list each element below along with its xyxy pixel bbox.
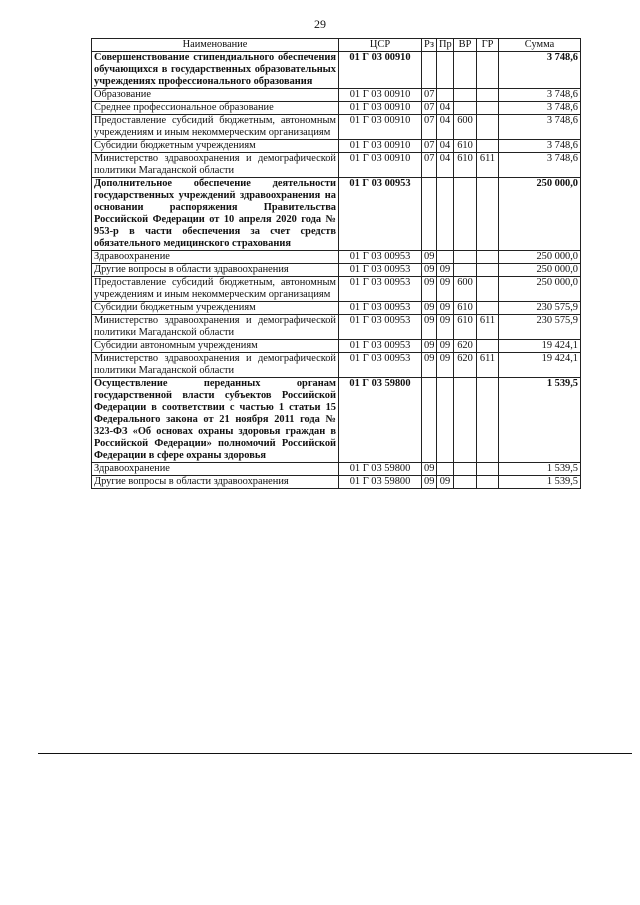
cell-sum: 230 575,9: [499, 302, 581, 315]
cell-vr: [454, 52, 477, 89]
cell-name: Другие вопросы в области здравоохранения: [92, 264, 339, 277]
cell-sum: 230 575,9: [499, 315, 581, 340]
cell-csr: 01 Г 03 00953: [339, 277, 422, 302]
cell-sum: 1 539,5: [499, 378, 581, 463]
cell-rz: 07: [422, 115, 437, 140]
cell-name: Министерство здравоохранения и демографической политики Магаданской области: [92, 153, 339, 178]
cell-name: Другие вопросы в области здравоохранения: [92, 476, 339, 489]
cell-pr: [437, 178, 454, 251]
header-csr: ЦСР: [339, 39, 422, 52]
cell-csr: 01 Г 03 00953: [339, 251, 422, 264]
cell-gr: [477, 140, 499, 153]
cell-csr: 01 Г 03 00953: [339, 264, 422, 277]
cell-sum: 1 539,5: [499, 463, 581, 476]
cell-pr: 09: [437, 353, 454, 378]
cell-name: Здравоохранение: [92, 463, 339, 476]
cell-rz: 09: [422, 264, 437, 277]
cell-rz: 09: [422, 340, 437, 353]
cell-vr: 610: [454, 140, 477, 153]
cell-csr: 01 Г 03 00910: [339, 89, 422, 102]
cell-name: Предоставление субсидий бюджетным, автономным учреждениям и иным некоммерческим организациям: [92, 277, 339, 302]
cell-gr: [477, 340, 499, 353]
table-row: [92, 115, 581, 140]
cell-csr: 01 Г 03 59800: [339, 476, 422, 489]
cell-vr: [454, 89, 477, 102]
cell-gr: [477, 89, 499, 102]
cell-vr: 610: [454, 302, 477, 315]
cell-sum: 3 748,6: [499, 140, 581, 153]
cell-rz: 07: [422, 153, 437, 178]
cell-vr: [454, 378, 477, 463]
cell-csr: 01 Г 03 00953: [339, 353, 422, 378]
cell-vr: [454, 251, 477, 264]
cell-csr: 01 Г 03 00953: [339, 178, 422, 251]
cell-vr: 620: [454, 340, 477, 353]
cell-pr: 09: [437, 340, 454, 353]
table-row: [92, 251, 581, 264]
cell-csr: 01 Г 03 00953: [339, 302, 422, 315]
table-row: [92, 315, 581, 340]
cell-name: Субсидии бюджетным учреждениям: [92, 302, 339, 315]
cell-vr: 610: [454, 315, 477, 340]
cell-rz: 09: [422, 302, 437, 315]
cell-gr: [477, 115, 499, 140]
table-row: [92, 140, 581, 153]
table-row: [92, 277, 581, 302]
cell-rz: 07: [422, 102, 437, 115]
cell-gr: [477, 378, 499, 463]
cell-sum: 3 748,6: [499, 52, 581, 89]
cell-gr: [477, 463, 499, 476]
table-row: [92, 153, 581, 178]
cell-name: Министерство здравоохранения и демографической политики Магаданской области: [92, 315, 339, 340]
cell-sum: 1 539,5: [499, 476, 581, 489]
cell-pr: [437, 89, 454, 102]
cell-pr: 09: [437, 302, 454, 315]
table-row: [92, 89, 581, 102]
header-pr: Пр: [437, 39, 454, 52]
cell-csr: 01 Г 03 00910: [339, 140, 422, 153]
cell-pr: [437, 378, 454, 463]
cell-pr: 09: [437, 315, 454, 340]
header-vr: ВР: [454, 39, 477, 52]
cell-gr: 611: [477, 153, 499, 178]
cell-csr: 01 Г 03 59800: [339, 463, 422, 476]
cell-name: Предоставление субсидий бюджетным, автономным учреждениям и иным некоммерческим организациям: [92, 115, 339, 140]
header-rz: Рз: [422, 39, 437, 52]
header-name: Наименование: [92, 39, 339, 52]
budget-table: [91, 38, 581, 489]
table-row: [92, 378, 581, 463]
cell-pr: 04: [437, 140, 454, 153]
table-row: [92, 463, 581, 476]
cell-name: Совершенствование стипендиального обеспечения обучающихся в государственных образовательных учреждениях профессионального образования: [92, 52, 339, 89]
cell-pr: 09: [437, 277, 454, 302]
table-row: [92, 302, 581, 315]
cell-gr: 611: [477, 315, 499, 340]
cell-pr: [437, 52, 454, 89]
cell-sum: 250 000,0: [499, 264, 581, 277]
cell-pr: [437, 251, 454, 264]
cell-rz: 07: [422, 140, 437, 153]
cell-rz: 09: [422, 476, 437, 489]
cell-csr: 01 Г 03 00953: [339, 340, 422, 353]
cell-gr: 611: [477, 353, 499, 378]
cell-vr: 600: [454, 277, 477, 302]
page-number: 29: [314, 17, 326, 31]
cell-gr: [477, 302, 499, 315]
cell-rz: 09: [422, 463, 437, 476]
cell-gr: [477, 476, 499, 489]
cell-vr: [454, 264, 477, 277]
cell-rz: 09: [422, 353, 437, 378]
cell-pr: 09: [437, 264, 454, 277]
table-body: [92, 52, 581, 489]
table-row: [92, 340, 581, 353]
footer-divider: [38, 753, 632, 754]
table-row: [92, 102, 581, 115]
cell-gr: [477, 277, 499, 302]
cell-pr: 04: [437, 102, 454, 115]
cell-vr: 610: [454, 153, 477, 178]
table-row: [92, 353, 581, 378]
table-row: [92, 264, 581, 277]
header-gr: ГР: [477, 39, 499, 52]
cell-csr: 01 Г 03 59800: [339, 378, 422, 463]
cell-name: Субсидии бюджетным учреждениям: [92, 140, 339, 153]
cell-vr: [454, 102, 477, 115]
cell-csr: 01 Г 03 00910: [339, 153, 422, 178]
cell-sum: 250 000,0: [499, 251, 581, 264]
cell-vr: [454, 463, 477, 476]
cell-pr: 09: [437, 476, 454, 489]
cell-name: Министерство здравоохранения и демографической политики Магаданской области: [92, 353, 339, 378]
header-row: [92, 39, 581, 52]
cell-vr: [454, 476, 477, 489]
cell-vr: [454, 178, 477, 251]
cell-rz: [422, 52, 437, 89]
cell-sum: 3 748,6: [499, 102, 581, 115]
cell-vr: 600: [454, 115, 477, 140]
cell-gr: [477, 251, 499, 264]
cell-sum: 3 748,6: [499, 115, 581, 140]
cell-sum: 250 000,0: [499, 178, 581, 251]
cell-gr: [477, 178, 499, 251]
cell-rz: 09: [422, 315, 437, 340]
cell-name: Среднее профессиональное образование: [92, 102, 339, 115]
cell-csr: 01 Г 03 00910: [339, 52, 422, 89]
cell-name: Дополнительное обеспечение деятельности государственных учреждений здравоохранения на основании распоряжения Правительства Российской Федерации от 10 апреля 2020 года № 953-р в части обеспечения за счет средств обязательного медицинского страхования: [92, 178, 339, 251]
cell-rz: [422, 378, 437, 463]
cell-csr: 01 Г 03 00910: [339, 102, 422, 115]
cell-sum: 19 424,1: [499, 340, 581, 353]
table-row: [92, 178, 581, 251]
cell-rz: [422, 178, 437, 251]
cell-pr: [437, 463, 454, 476]
cell-gr: [477, 264, 499, 277]
cell-vr: 620: [454, 353, 477, 378]
cell-rz: 09: [422, 251, 437, 264]
cell-sum: 3 748,6: [499, 89, 581, 102]
cell-sum: 3 748,6: [499, 153, 581, 178]
cell-sum: 19 424,1: [499, 353, 581, 378]
cell-csr: 01 Г 03 00910: [339, 115, 422, 140]
cell-name: Осуществление переданных органам государственной власти субъектов Российской Федерации в соответствии с частью 1 статьи 15 Федерального закона от 21 ноября 2011 года № 323-ФЗ «Об основах охраны здоровья граждан в Российской Федерации» полномочий Российской Федерации в сфере охраны здоровья: [92, 378, 339, 463]
cell-gr: [477, 102, 499, 115]
cell-pr: 04: [437, 153, 454, 178]
header-sum: Сумма: [499, 39, 581, 52]
table-row: [92, 476, 581, 489]
cell-name: Здравоохранение: [92, 251, 339, 264]
cell-pr: 04: [437, 115, 454, 140]
table-row: [92, 52, 581, 89]
cell-name: Образование: [92, 89, 339, 102]
cell-rz: 09: [422, 277, 437, 302]
cell-name: Субсидии автономным учреждениям: [92, 340, 339, 353]
cell-rz: 07: [422, 89, 437, 102]
cell-gr: [477, 52, 499, 89]
cell-csr: 01 Г 03 00953: [339, 315, 422, 340]
cell-sum: 250 000,0: [499, 277, 581, 302]
